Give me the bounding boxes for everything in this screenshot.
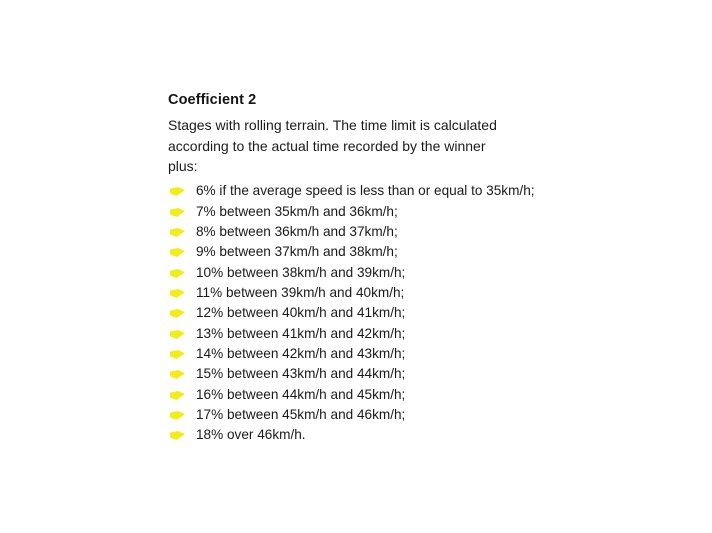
list-item-label: 17% between 45km/h and 46km/h; — [196, 406, 406, 422]
chevron-bullet-icon — [170, 187, 185, 196]
list-item — [168, 344, 536, 364]
list-item-label: 6% if the average speed is less than or equal to 35km/h; — [196, 183, 535, 199]
list-item — [168, 324, 536, 344]
list-item — [168, 405, 536, 425]
list-item-label: 15% between 43km/h and 44km/h; — [196, 366, 406, 382]
coefficient-list — [168, 181, 568, 445]
list-item — [168, 181, 536, 201]
list-item-label: 14% between 42km/h and 43km/h; — [196, 345, 406, 361]
chevron-bullet-icon — [170, 309, 185, 318]
list-item-label: 10% between 38km/h and 39km/h; — [196, 264, 406, 280]
list-item-label: 9% between 37km/h and 38km/h; — [196, 244, 398, 260]
list-item — [168, 222, 536, 242]
intro-paragraph: Stages with rolling terrain. The time limit is calculated according to the actual time recorded by the winner plus: — [168, 117, 497, 175]
list-item-label: 13% between 41km/h and 42km/h; — [196, 325, 406, 341]
chevron-bullet-icon — [170, 248, 185, 257]
document-content — [168, 90, 568, 446]
list-item — [168, 364, 536, 384]
list-item — [168, 202, 536, 222]
list-item — [168, 425, 536, 445]
chevron-bullet-icon — [170, 208, 185, 217]
list-item-label: 18% over 46km/h. — [196, 427, 306, 443]
list-item-label: 8% between 36km/h and 37km/h; — [196, 223, 398, 239]
list-item — [168, 303, 536, 323]
list-item-label: 12% between 40km/h and 41km/h; — [196, 305, 406, 321]
chevron-bullet-icon — [170, 330, 185, 339]
chevron-bullet-icon — [170, 228, 185, 237]
list-item — [168, 385, 536, 405]
chevron-bullet-icon — [170, 431, 185, 440]
list-item-label: 11% between 39km/h and 40km/h; — [196, 284, 405, 300]
chevron-bullet-icon — [170, 350, 185, 359]
chevron-bullet-icon — [170, 411, 185, 420]
list-item — [168, 242, 536, 262]
chevron-bullet-icon — [170, 289, 185, 298]
chevron-bullet-icon — [170, 370, 185, 379]
list-item-label: 7% between 35km/h and 36km/h; — [196, 203, 398, 219]
list-item — [168, 283, 536, 303]
chevron-bullet-icon — [170, 391, 185, 400]
page-title: Coefficient 2 — [168, 92, 257, 108]
list-item-label: 16% between 44km/h and 45km/h; — [196, 386, 406, 402]
chevron-bullet-icon — [170, 269, 185, 278]
list-item — [168, 263, 536, 283]
